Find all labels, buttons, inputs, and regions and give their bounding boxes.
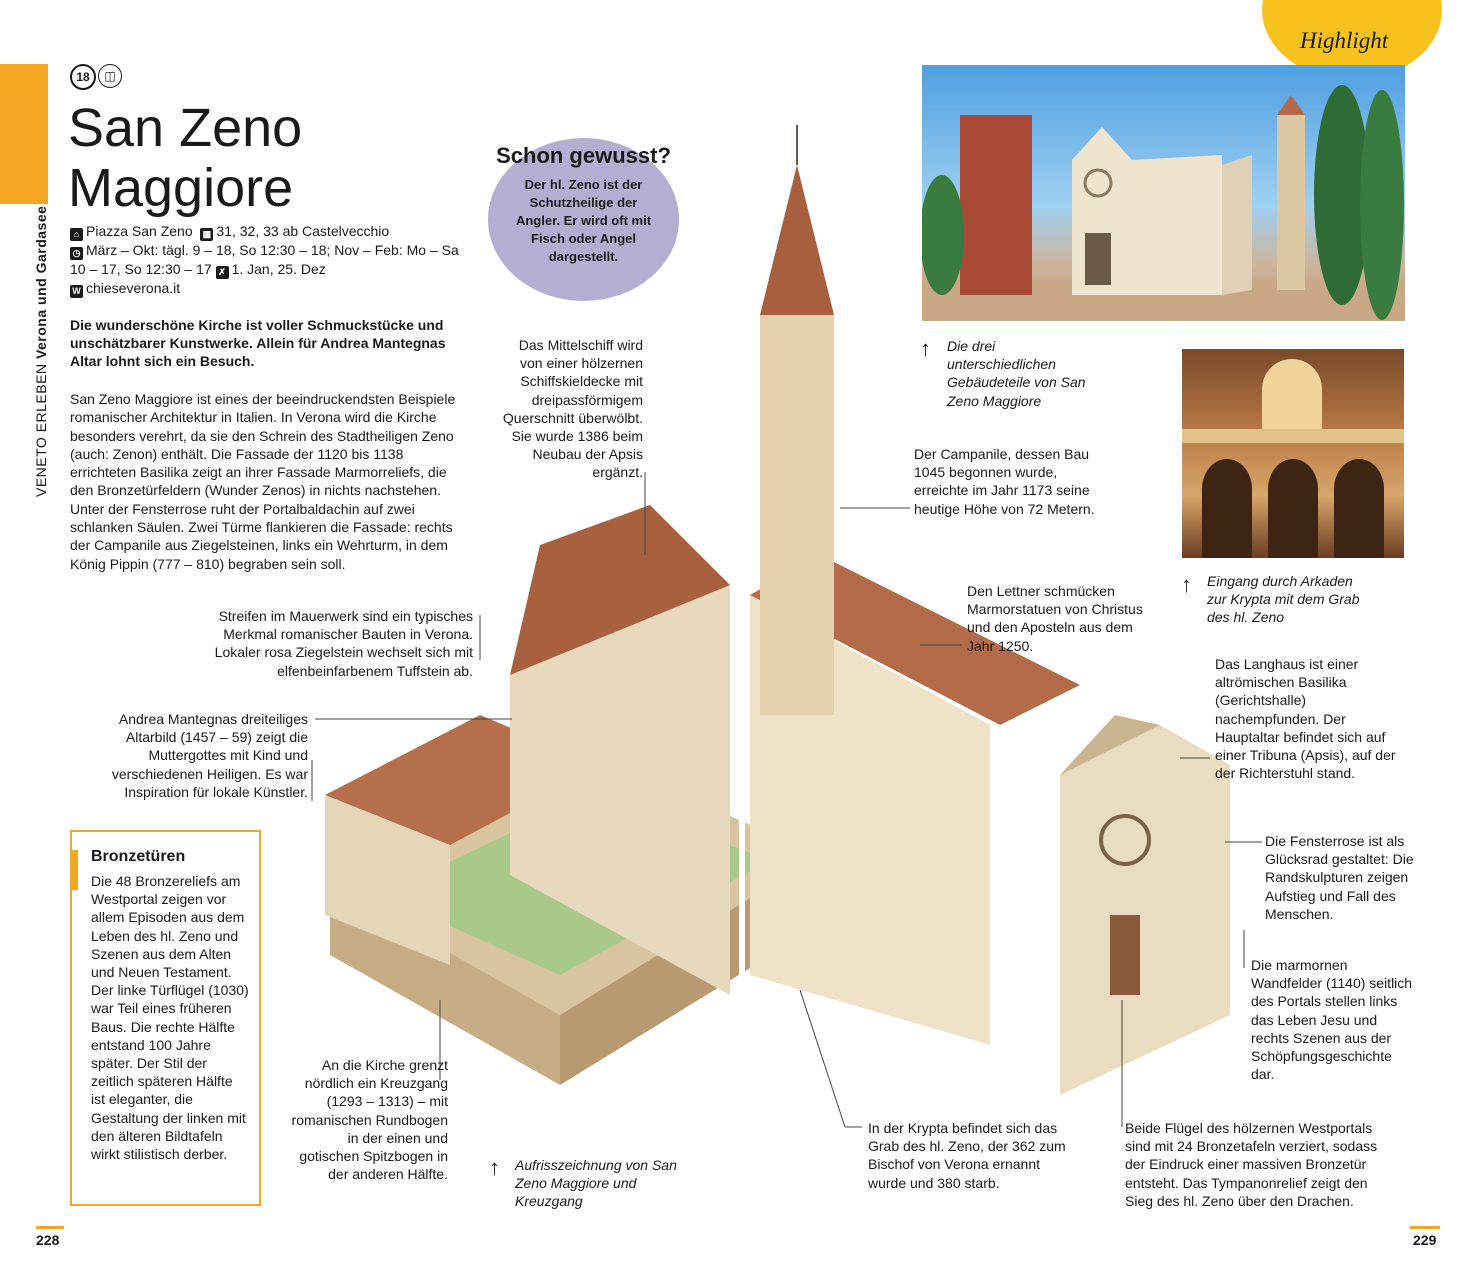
did-you-know-text: Der hl. Zeno ist der Schutzheilige der Angler. Er wird oft mit Fisch oder Angel dargestellt. xyxy=(515,177,652,264)
lead-paragraph: Die wunderschöne Kirche ist voller Schmuckstücke und unschätzbarer Kunstwerke. Allein für Andrea Mantegnas Altar lohnt sich ein Besuch. xyxy=(70,317,446,369)
box-text: Die 48 Bronzereliefs am Westportal zeigen vor allem Episoden aus dem Leben des hl. Zeno und Szenen aus dem Alten und Neuen Testament. Der linke Türflügel (1030) war Teil eines früheren Baus. Die rechte Hälfte entstand 100 Jahre später. Der Stil der zeitlich späteren Hälfte ist eleganter, die Gestaltung der linken mit den älteren Bildtafeln wirkt stilistisch derber. xyxy=(91,873,249,1163)
caption-fensterrose: Die Fensterrose ist als Glücksrad gestaltet: Die Randskulpturen zeigen Aufstieg und Fall des Menschen. xyxy=(1265,833,1414,922)
title-line-1: San Zeno xyxy=(68,98,303,158)
arrow-up-icon: ↑ xyxy=(920,336,931,361)
bus-icon: ▦ xyxy=(200,228,213,241)
closed-days: 1. Jan, 25. Dez xyxy=(231,261,326,277)
closed-icon: ✗ xyxy=(216,266,229,279)
info-box-bronzetueren xyxy=(70,830,261,1206)
page-rule-left xyxy=(36,1226,64,1229)
arrow-up-icon: ↑ xyxy=(1181,572,1192,597)
section-color-bar xyxy=(0,64,48,204)
opening-hours-1: März – Okt: tägl. 9 – 18, So 12:30 – 18; Nov – Feb: Mo – Sa xyxy=(86,242,459,258)
box-accent-bar xyxy=(72,850,78,890)
caption-langhaus: Das Langhaus ist einer altrömischen Basilika (Gerichtshalle) nachempfunden. Der Hauptaltar befindet sich auf einer Tribuna (Apsis), auf der der Richterstuhl stand. xyxy=(1215,656,1396,782)
caption-kreuzgang: An die Kirche grenzt nördlich ein Kreuzgang (1293 – 1313) – mit romanischen Rundbogen in der einen und gotischen Spitzbogen in der anderen Hälfte. xyxy=(291,1057,448,1183)
opening-hours-2: 10 – 17, So 12:30 – 17 xyxy=(70,261,212,277)
caption-wandfelder: Die marmornen Wandfelder (1140) seitlich des Portals stellen links das Leben Jesu und rechts Szenen aus der Schöpfungsgeschichte dar. xyxy=(1251,957,1413,1083)
website-link[interactable]: chieseverona.it xyxy=(86,280,181,296)
page-rule-right xyxy=(1410,1226,1440,1229)
web-icon: W xyxy=(70,285,83,298)
section-prefix: VENETO ERLEBEN xyxy=(33,363,49,497)
caption-mantegna: Andrea Mantegnas dreiteiliges Altarbild (1457 – 59) zeigt die Muttergottes mit Kind und verschiedenen Heiligen. Es war Inspiration für lokale Künstler. xyxy=(111,711,308,800)
title-line-2: Maggiore xyxy=(68,158,294,218)
ticket-icon: ◫ xyxy=(98,64,122,88)
box-heading: Bronzetüren xyxy=(91,848,186,865)
caption-aufriss: Aufrisszeichnung von San Zeno Maggiore und Kreuzgang xyxy=(515,1157,677,1210)
body-paragraph: San Zeno Maggiore ist eines der beeindruckendsten Beispiele romanischer Architektur in Italien. In Verona wird die Kirche besonders verehrt, da sie den Schrein des Stadtheiligen Zeno (auch: Zenon) enthält. Die Fassade der 1120 bis 1138 errichteten Basilika zeigt an ihrer Fassade Marmorreliefs, die den Bronzetürfeldern (Wunder Zenos) in nichts nachstehen. Unter der Fensterrose ruht der Portalbaldachin auf zwei schlanken Säulen. Zwei Türme flankieren die Fassade: rechts der Campanile aus Ziegelsteinen, links ein Wehrturm, in dem König Pippin (777 – 810) begraben sein soll. xyxy=(70,391,456,572)
highlight-label: Highlight xyxy=(1300,28,1389,53)
caption-westportal: Beide Flügel des hölzernen Westportals sind mit 24 Bronzetafeln verziert, sodass der Eindruck einer massiven Bronzetür entsteht. Das Tympanonrelief zeigt den Sieg des hl. Zeno über den Drachen. xyxy=(1125,1120,1378,1209)
page-number-left: 228 xyxy=(36,1232,60,1248)
caption-campanile: Der Campanile, dessen Bau 1045 begonnen wurde, erreichte im Jahr 1173 seine heutige Höhe von 72 Metern. xyxy=(914,446,1095,517)
did-you-know-heading: Schon gewusst? xyxy=(496,143,671,168)
caption-streifen: Streifen im Mauerwerk sind ein typisches Merkmal romanischer Bauten in Verona. Lokaler rosa Ziegelstein wechselt sich mit elfenbeinfarbenem Tuffstein ab. xyxy=(214,608,473,679)
section-region: Verona und Gardasee xyxy=(33,205,49,360)
section-label xyxy=(33,206,49,497)
bus-lines: 31, 32, 33 ab Castelvecchio xyxy=(216,223,390,239)
home-icon: ⌂ xyxy=(70,228,83,241)
address: Piazza San Zeno xyxy=(86,223,193,239)
page-title xyxy=(68,98,302,218)
caption-krypta: In der Krypta befindet sich das Grab des hl. Zeno, der 362 zum Bischof von Verona ernannt wurde und 380 starb. xyxy=(868,1120,1066,1191)
page-number-right: 229 xyxy=(1413,1232,1437,1248)
caption-lettner: Den Lettner schmücken Marmorstatuen von Christus und den Aposteln aus dem Jahr 1250. xyxy=(967,583,1143,654)
caption-photo2: Eingang durch Arkaden zur Krypta mit dem Grab des hl. Zeno xyxy=(1207,573,1360,626)
arrow-up-icon: ↑ xyxy=(489,1155,500,1180)
sight-number-badge: 18 xyxy=(70,64,96,90)
caption-mittelschiff: Das Mittelschiff wird von einer hölzernen Schiffskieldecke mit dreipassförmigem Querschnitt überwölbt. Sie wurde 1386 beim Neubau der Apsis ergänzt. xyxy=(502,337,643,481)
clock-icon: ◷ xyxy=(70,247,83,260)
caption-photo1: Die drei unterschiedlichen Gebäudeteile von San Zeno Maggiore xyxy=(947,338,1086,409)
